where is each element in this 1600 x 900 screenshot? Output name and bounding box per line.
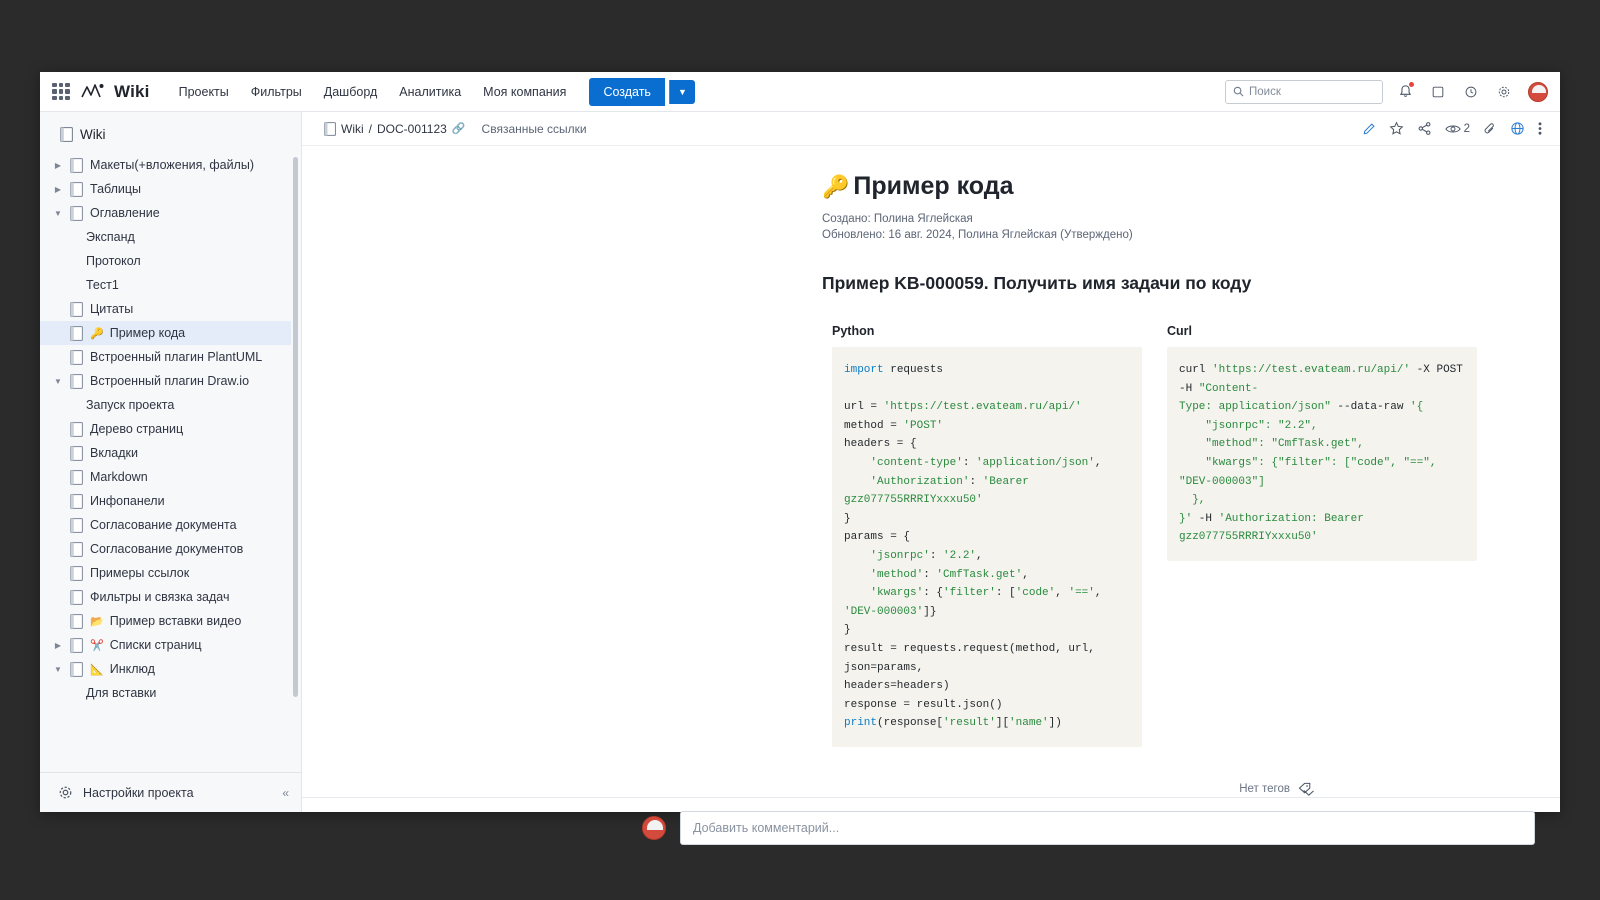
code-line: }, [1179, 494, 1206, 507]
section-heading: Пример KB-000059. Получить имя задачи по коду [822, 273, 1252, 293]
nav-item-filters[interactable]: Фильтры [250, 84, 302, 99]
item-emoji-icon: 📂 [90, 615, 104, 628]
history-clock-icon[interactable] [1460, 81, 1482, 103]
chevron-down-icon[interactable]: ▼ [54, 208, 62, 218]
chevron-down-icon[interactable]: ▼ [54, 664, 62, 674]
copy-link-icon[interactable]: 🔗 [451, 123, 466, 135]
page-doc-icon [70, 326, 84, 341]
code-line: }' -H 'Authorization: Bearer gzz077755RRRIYxxxu50' [1179, 512, 1371, 544]
comment-author-avatar [642, 816, 666, 840]
page-title [302, 172, 1560, 201]
project-settings-label: Настройки проекта [83, 785, 194, 800]
notifications-bell-icon[interactable] [1394, 81, 1416, 103]
brand-title: Wiki [114, 81, 150, 101]
app-window [40, 72, 1560, 836]
sidebar-item-21[interactable] [40, 657, 291, 681]
chevron-right-icon[interactable]: ▶ [54, 640, 62, 650]
page-doc-icon [70, 494, 84, 509]
code-line: curl 'https://test.evateam.ru/api/' -X POST -H "Content- [1179, 364, 1470, 395]
page-doc-icon [70, 350, 84, 365]
create-button[interactable]: Создать [589, 78, 665, 106]
top-navigation-bar [40, 72, 1560, 112]
sidebar-item-label: Протокол [86, 254, 141, 268]
page-doc-icon [70, 470, 84, 485]
code-line: 'content-type': 'application/json', [870, 456, 1102, 469]
sidebar-tree [40, 153, 291, 711]
sidebar-item-label: Тест1 [86, 278, 119, 292]
code-line: "method": "CmfTask.get", [1179, 438, 1364, 451]
breadcrumb-doc-code[interactable]: DOC-001123 [377, 121, 447, 136]
chevron-right-icon[interactable]: ▶ [54, 184, 62, 194]
page-doc-icon [70, 206, 84, 221]
search-input[interactable] [1225, 80, 1383, 104]
sidebar-item-2[interactable] [40, 201, 291, 225]
sidebar [40, 112, 302, 812]
code-line: 'Authorization': 'Bearer gzz077755RRRIYxxxu50' [844, 475, 1036, 507]
nav-item-my-company[interactable]: Моя компания [483, 84, 567, 99]
nav-item-dashboard[interactable]: Дашборд [323, 84, 378, 99]
sidebar-item-label: Дерево страниц [90, 422, 184, 436]
sidebar-item-label: Встроенный плагин PlantUML [90, 350, 263, 364]
code-line: "kwargs": {"filter": ["code", "==", "DEV-000003"] [1179, 456, 1444, 488]
page-doc-icon [70, 614, 84, 629]
item-emoji-icon: 📐 [90, 663, 104, 676]
chevron-right-icon[interactable]: ▶ [54, 160, 62, 170]
views-counter[interactable] [1445, 122, 1470, 136]
sidebar-item-4[interactable] [40, 249, 291, 273]
key-emoji-icon: 🔑 [822, 173, 850, 199]
code-line: 'kwargs': {'filter': ['code', '==', 'DEV-000003']} [844, 587, 1109, 618]
page-title-text: Пример кода [853, 172, 1014, 200]
wiki-doc-icon [60, 127, 73, 142]
sidebar-item-15[interactable] [40, 513, 291, 537]
notes-icon[interactable] [1427, 81, 1449, 103]
code-line: headers = { [844, 438, 917, 451]
sidebar-item-label: Markdown [90, 470, 148, 484]
sidebar-item-label: Встроенный плагин Draw.io [90, 374, 250, 388]
code-line: "jsonrpc": "2.2", [1179, 419, 1318, 432]
python-example-block [832, 324, 1142, 747]
breadcrumb [324, 122, 466, 136]
favorite-star-icon[interactable] [1389, 121, 1404, 136]
updated-line: Обновлено: 16 авг. 2024, Полина Яглейская (Утверждено) [822, 229, 1133, 241]
sidebar-item-label: Согласование документа [90, 518, 237, 532]
sidebar-item-10[interactable] [40, 393, 291, 417]
nav-item-projects[interactable]: Проекты [178, 84, 229, 99]
views-count-label: 2 [1463, 122, 1470, 135]
page-doc-icon [70, 446, 84, 461]
code-line: } [844, 624, 851, 637]
more-options-icon[interactable] [1538, 121, 1542, 136]
sidebar-item-label: Примеры ссылок [90, 566, 190, 580]
sidebar-item-label: Инклюд [109, 662, 155, 676]
page-doc-icon [70, 638, 84, 653]
python-code-block[interactable] [832, 347, 1142, 747]
item-emoji-icon: ✂️ [90, 639, 104, 652]
sidebar-item-13[interactable] [40, 465, 291, 489]
create-dropdown-caret-icon[interactable]: ▼ [669, 80, 695, 104]
curl-code-block[interactable] [1167, 347, 1477, 561]
page-doc-icon [70, 422, 84, 437]
sidebar-item-17[interactable] [40, 561, 291, 585]
sidebar-item-0[interactable] [40, 153, 291, 177]
document-scroll[interactable] [302, 146, 1560, 797]
page-doc-icon [70, 158, 84, 173]
sidebar-item-label: Пример вставки видео [109, 614, 242, 628]
sidebar-item-11[interactable] [40, 417, 291, 441]
sidebar-item-18[interactable] [40, 585, 291, 609]
breadcrumb-root[interactable]: Wiki [341, 121, 364, 136]
sidebar-item-22[interactable] [40, 681, 291, 705]
item-emoji-icon: 🔑 [90, 327, 104, 340]
breadcrumb-doc-icon [324, 122, 336, 136]
sidebar-item-label: Пример кода [109, 326, 186, 340]
page-doc-icon [70, 518, 84, 533]
settings-gear-icon[interactable] [1493, 81, 1515, 103]
apps-grid-icon[interactable] [52, 83, 70, 101]
page-doc-icon [70, 590, 84, 605]
sidebar-header [40, 112, 301, 153]
sidebar-item-7[interactable] [40, 321, 291, 345]
sidebar-item-label: Оглавление [90, 206, 160, 220]
sidebar-item-label: Экспанд [86, 230, 135, 244]
project-settings-row[interactable] [40, 772, 301, 812]
sidebar-item-label: Макеты(+вложения, файлы) [90, 158, 254, 172]
sidebar-item-label: Вкладки [90, 446, 138, 460]
curl-label: Curl [1167, 324, 1192, 338]
page-doc-icon [70, 302, 84, 317]
sidebar-item-label: Цитаты [90, 302, 134, 316]
sidebar-item-3[interactable] [40, 225, 291, 249]
sidebar-item-label: Запуск проекта [86, 398, 175, 412]
wiki-logo-icon[interactable] [80, 81, 106, 103]
sidebar-item-1[interactable] [40, 177, 291, 201]
sidebar-item-label: Списки страниц [109, 638, 202, 652]
collapse-sidebar-icon[interactable]: « [282, 785, 289, 800]
user-avatar[interactable] [1528, 82, 1548, 102]
code-line: } [844, 512, 851, 525]
comment-bar [302, 797, 1560, 859]
chevron-down-icon[interactable]: ▼ [54, 376, 62, 386]
sidebar-item-9[interactable] [40, 369, 291, 393]
search-icon [1233, 86, 1244, 97]
code-line: result = requests.request(method, url, json=params, [844, 642, 1102, 674]
code-line: 'method': 'CmfTask.get', [870, 568, 1029, 581]
page-doc-icon [70, 182, 84, 197]
page-doc-icon [70, 374, 84, 389]
sidebar-item-19[interactable] [40, 609, 291, 633]
sidebar-item-label: Согласование документов [90, 542, 244, 556]
code-line: import requests [844, 364, 944, 376]
sidebar-item-12[interactable] [40, 441, 291, 465]
created-line: Создано: Полина Яглейская [822, 213, 973, 225]
sidebar-item-label: Инфопанели [90, 494, 165, 508]
sidebar-item-6[interactable] [40, 297, 291, 321]
sidebar-item-14[interactable] [40, 489, 291, 513]
code-line: print(response['result']['name']) [844, 717, 1062, 730]
sidebar-item-label: Для вставки [86, 686, 157, 700]
code-line: 'jsonrpc': '2.2', [870, 549, 983, 562]
sidebar-item-16[interactable] [40, 537, 291, 561]
nav-item-analytics[interactable]: Аналитика [399, 84, 462, 99]
sidebar-item-8[interactable] [40, 345, 291, 369]
sidebar-title-label: Wiki [80, 127, 106, 142]
code-line: headers=headers) [844, 680, 950, 693]
tags-row [302, 782, 1560, 797]
page-doc-icon [70, 542, 84, 557]
code-line: response = result.json() [844, 698, 1003, 711]
publish-globe-icon[interactable] [1510, 121, 1525, 136]
attachment-clip-icon[interactable] [1483, 122, 1497, 136]
content-area [302, 112, 1560, 836]
page-doc-icon [70, 566, 84, 581]
document-meta [302, 211, 1560, 243]
code-line: params = { [844, 531, 911, 544]
add-tag-icon[interactable] [1298, 782, 1315, 797]
related-links-button[interactable]: Связанные ссылки [481, 121, 587, 136]
code-examples [302, 324, 1560, 747]
curl-example-block [1167, 324, 1477, 747]
code-line [844, 380, 1130, 399]
tags-empty-label: Нет тегов [1239, 783, 1290, 796]
gear-icon [58, 785, 73, 800]
sidebar-item-5[interactable] [40, 273, 291, 297]
breadcrumb-separator: / [368, 121, 373, 136]
page-doc-icon [70, 662, 84, 677]
sidebar-scrollbar[interactable] [293, 157, 298, 697]
sidebar-item-label: Фильтры и связка задач [90, 590, 230, 604]
search-placeholder: Поиск [1249, 85, 1281, 98]
python-label: Python [832, 324, 875, 338]
sidebar-tree-scroll[interactable] [40, 153, 301, 772]
code-line: url = 'https://test.evateam.ru/api/' [844, 401, 1082, 414]
notification-badge-dot [1409, 82, 1414, 87]
breadcrumb-bar [302, 112, 1560, 146]
code-line: method = 'POST' [844, 419, 944, 432]
edit-pencil-icon[interactable] [1362, 122, 1376, 136]
comment-placeholder: Добавить комментарий... [693, 821, 840, 836]
share-icon[interactable] [1417, 121, 1432, 136]
sidebar-item-label: Таблицы [90, 182, 142, 196]
comment-input[interactable] [680, 811, 1535, 845]
sidebar-item-20[interactable] [40, 633, 291, 657]
code-line: Type: application/json" --data-raw '{ [1179, 401, 1424, 414]
